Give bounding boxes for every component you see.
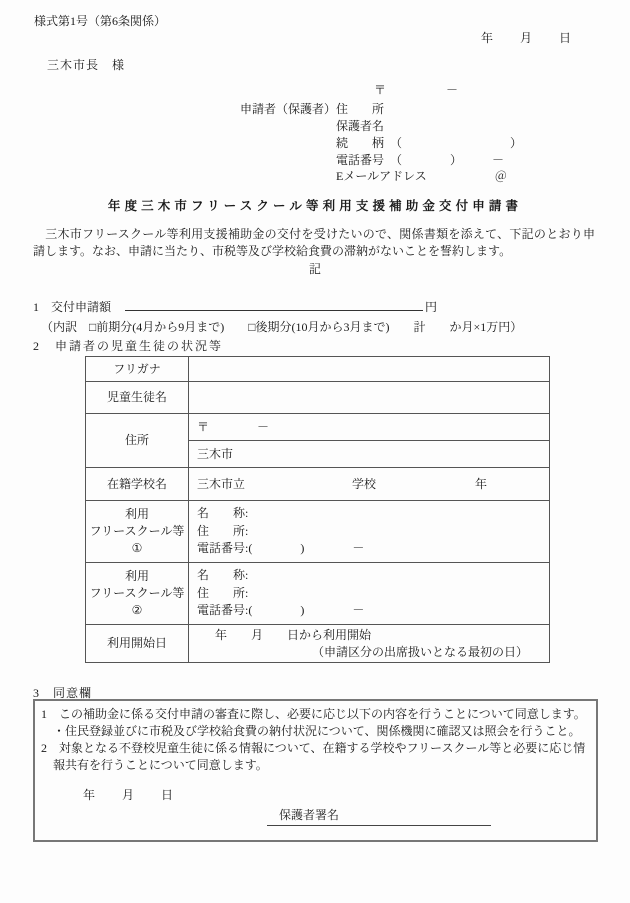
document-title: 年度三木市フリースクール等利用支援補助金交付申請書 (107, 199, 523, 213)
section1-heading: 1 交付申請額 (33, 300, 112, 314)
applicant-address-row (240, 101, 600, 118)
start-date-line: 年 月 日から利用開始 (215, 628, 372, 643)
fs1-name-line: 名 称: (197, 506, 249, 521)
applicant-postal-mark: 〒 － (374, 83, 459, 97)
student-name-value-cell (189, 382, 550, 414)
address-label: 住所 (86, 414, 189, 468)
table-row-freeschool-1 (86, 501, 550, 563)
table-row-student-name (86, 382, 550, 414)
table-row-start-date (86, 625, 550, 663)
grant-amount-row (33, 299, 593, 315)
section1-grant-amount (33, 299, 593, 335)
fs2-label-line2: フリースクール等 (89, 586, 185, 601)
amount-fill-line (125, 299, 423, 311)
signature-row (267, 807, 588, 826)
fs2-phone-line: 電話番号:( ) － (197, 603, 365, 618)
student-name-label: 児童生徒名 (86, 382, 189, 414)
school-grade-word: 年 (475, 476, 488, 491)
furigana-value-cell (189, 357, 550, 382)
furigana-label: フリガナ (86, 357, 189, 382)
addressee: 三木市長 様 (47, 58, 126, 72)
start-date-note: （申請区分の出席扱いとなる最初の日） (312, 644, 529, 659)
note-marker: 記 (308, 262, 321, 276)
section3-heading: 3 同意欄 (33, 686, 93, 700)
fs2-label-line1: 利用 (124, 569, 149, 584)
school-value-cell (189, 468, 550, 501)
freeschool-2-label (86, 563, 189, 625)
relation-label: 続 柄 （ ） (336, 135, 523, 150)
yen-unit: 円 (425, 300, 438, 314)
start-date-value-cell (189, 625, 550, 663)
form-number: 様式第1号（第6条関係） (34, 14, 167, 28)
section2-heading: 2 申請者の児童生徒の状況等 (33, 339, 224, 353)
applicant-label: 申請者（保護者） (240, 102, 337, 117)
fs1-address-line: 住 所: (197, 523, 249, 538)
freeschool-2-details-cell (189, 563, 550, 625)
phone-label: 電話番号 （ ） － (336, 152, 505, 167)
student-status-table (85, 356, 550, 663)
table-row-freeschool-2 (86, 563, 550, 625)
fs1-phone-line: 電話番号:( ) － (197, 541, 365, 556)
consent-item-1: 1 この補助金に係る交付申請の審査に際し、必要に応じ以下の内容を行うことについて同意します。 (41, 707, 586, 721)
fs1-label-line2: フリースクール等 (89, 524, 185, 539)
table-row-school (86, 468, 550, 501)
email-at-sign: ＠ (494, 169, 507, 184)
consent-item-2: 2 対象となる不登校児童生徒に係る情報について、在籍する学校やフリースクール等と必要に応じ情報共有を行うことについて同意します。 (41, 741, 586, 773)
applicant-block (240, 82, 600, 185)
table-row-address-postal (86, 414, 550, 441)
school-label: 在籍学校名 (86, 468, 189, 501)
fs2-name-line: 名 称: (197, 568, 249, 583)
applicant-address-label: 住 所 (336, 102, 385, 117)
freeschool-1-label (86, 501, 189, 563)
fs2-label-line3: ② (131, 602, 143, 617)
fs2-address-line: 住 所: (197, 585, 249, 600)
fs1-label-line3: ① (131, 540, 143, 555)
email-label: Eメールアドレス (336, 169, 427, 184)
consent-date-line: 年 月 日 (83, 788, 175, 803)
start-date-label: 利用開始日 (86, 625, 189, 663)
table-row-furigana (86, 357, 550, 382)
school-word: 学校 (352, 476, 377, 491)
body-paragraph: 三木市フリースクール等利用支援補助金の交付を受けたいので、関係書類を添えて、下記のとおり申請します。なお、申請に当たり、市税等及び学校給食費の滞納がないことを誓約します。 (33, 227, 595, 258)
grant-breakdown: （内訳 □前期分(4月から9月まで) □後期分(10月から3月まで) 計 か月×1万円） (41, 320, 523, 335)
consent-box (33, 699, 598, 842)
header-date-line: 年 月 日 (480, 31, 572, 45)
guardian-signature-label: 保護者署名 (279, 808, 340, 823)
school-city-prefix: 三木市立 (197, 476, 246, 491)
guardian-name-label: 保護者名 (336, 118, 385, 133)
address-city-cell: 三木市 (189, 441, 550, 468)
freeschool-1-details-cell (189, 501, 550, 563)
consent-item-1-sub: ・住民登録並びに市税及び学校給食費の納付状況について、関係機関に確認又は照会を行うこと。 (53, 724, 581, 739)
guardian-signature-line (267, 807, 491, 826)
address-postal-cell: 〒 － (189, 414, 550, 441)
fs1-label-line1: 利用 (124, 507, 149, 522)
email-row (336, 168, 600, 185)
